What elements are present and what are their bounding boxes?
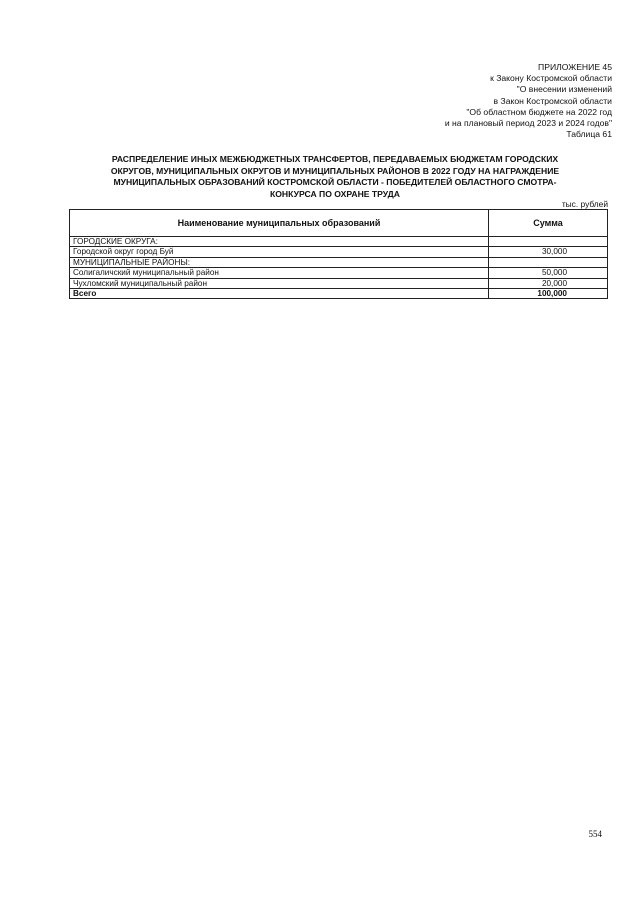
row-name: Городской округ город Буй xyxy=(70,247,489,257)
total-amount: 100,000 xyxy=(489,289,608,299)
appendix-line: "Об областном бюджете на 2022 год xyxy=(466,106,612,117)
transfers-table xyxy=(69,209,608,299)
units-label: тыс. рублей xyxy=(561,199,608,209)
total-row xyxy=(70,289,608,299)
table-row xyxy=(70,268,608,278)
row-amount xyxy=(489,237,608,247)
row-amount: 20,000 xyxy=(489,278,608,288)
row-name: Чухломский муниципальный район xyxy=(70,278,489,288)
document-title xyxy=(70,154,600,200)
table-row xyxy=(70,247,608,257)
appendix-line: в Закон Костромской области xyxy=(493,95,612,106)
appendix-line: и на плановый период 2023 и 2024 годов" xyxy=(444,118,612,129)
row-name: МУНИЦИПАЛЬНЫЕ РАЙОНЫ: xyxy=(70,257,489,267)
table-row xyxy=(70,237,608,247)
row-amount xyxy=(489,257,608,267)
row-name: Солигаличский муниципальный район xyxy=(70,268,489,278)
row-name: ГОРОДСКИЕ ОКРУГА: xyxy=(70,237,489,247)
table-row xyxy=(70,278,608,288)
header-name: Наименование муниципальных образований xyxy=(70,210,489,237)
appendix-line: ПРИЛОЖЕНИЕ 45 xyxy=(538,62,612,72)
row-amount: 50,000 xyxy=(489,268,608,278)
table-row xyxy=(70,257,608,267)
appendix-line: "О внесении изменений xyxy=(516,84,612,95)
appendix-line: к Закону Костромской области xyxy=(490,73,612,84)
title-line: КОНКУРСА ПО ОХРАНЕ ТРУДА xyxy=(270,188,400,199)
row-amount: 30,000 xyxy=(489,247,608,257)
table-number: Таблица 61 xyxy=(566,129,612,140)
title-line: ОКРУГОВ, МУНИЦИПАЛЬНЫХ ОКРУГОВ И МУНИЦИПАЛЬНЫХ РАЙОНОВ В 2022 ГОДУ НА НАГРАЖДЕНИЕ xyxy=(110,165,560,176)
title-line: РАСПРЕДЕЛЕНИЕ ИНЫХ МЕЖБЮДЖЕТНЫХ ТРАНСФЕРТОВ, ПЕРЕДАВАЕМЫХ БЮДЖЕТАМ ГОРОДСКИХ xyxy=(111,154,559,164)
table-header-row xyxy=(70,210,608,237)
header-amount: Сумма xyxy=(489,210,608,237)
appendix-header xyxy=(312,62,612,140)
title-line: МУНИЦИПАЛЬНЫХ ОБРАЗОВАНИЙ КОСТРОМСКОЙ ОБЛАСТИ - ПОБЕДИТЕЛЕЙ ОБЛАСТНОГО СМОТРА- xyxy=(113,177,557,188)
total-label: Всего xyxy=(70,289,489,299)
page-number: 554 xyxy=(588,829,602,839)
